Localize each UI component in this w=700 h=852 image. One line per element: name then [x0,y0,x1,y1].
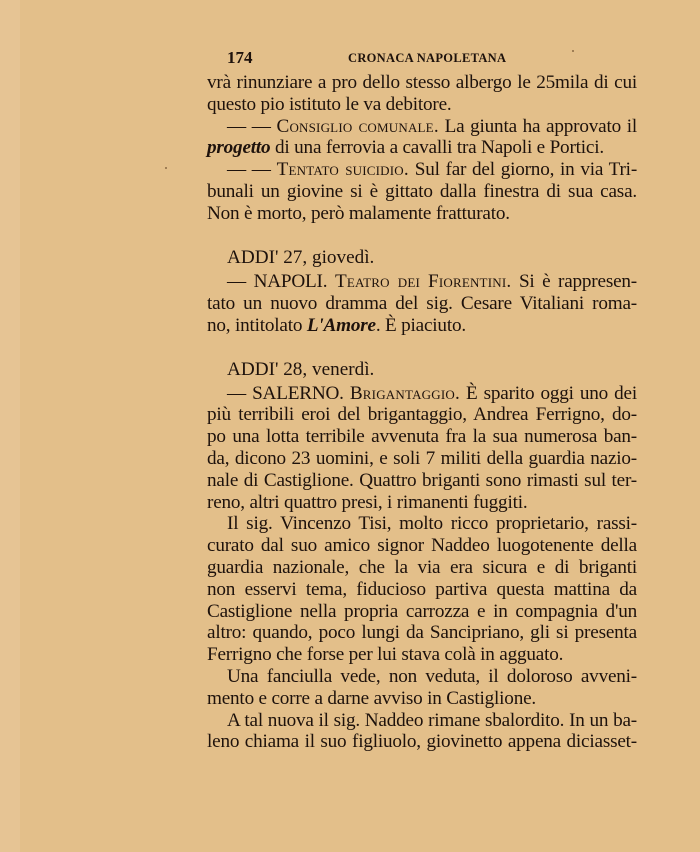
text-line: reno, altri quattro presi, i rimanenti fuggiti. [207,491,528,513]
text-line: da, dicono 23 uomini, e soli 7 militi della guardia nazio- [207,447,637,469]
text-line: vrà rinunziare a pro dello stesso albergo le 25mila di cui [207,72,637,93]
running-head [207,44,637,72]
text-line: leno chiama il suo figliuolo, giovinetto appena diciasset- [207,731,637,753]
text-span: di una ferrovia a cavalli tra Napoli e Portici. [275,137,604,159]
text-line: più terribili eroi del brigantaggio, Andrea Ferrigno, do- [207,404,637,426]
text-line: non esservi tema, fiducioso partiva questa mattina da [207,578,637,600]
text-line: questo pio istituto le va debitore. [207,93,452,115]
text-span: . È piaciuto. [375,314,466,336]
item-heading: Consiglio comunale. [276,115,439,137]
text-span: Sul far del giorno, in via Tri- [414,159,638,181]
paragraph-continuation [207,72,637,116]
text-line: Non è morto, però malamente fratturato. [207,202,510,224]
text-line: Una fanciulla vede, non veduta, il doloroso avveni- [227,665,637,687]
text-line [207,315,637,337]
text-line: tato un nuovo dramma del sig. Cesare Vitaliani roma- [207,293,637,315]
place-name: NAPOLI. [253,271,328,293]
text-line: A tal nuova il sig. Naddeo rimane sbalordito. In un ba- [227,709,637,731]
text-line: nale di Castiglione. Quattro briganti sono rimasti sul ter- [207,469,637,491]
news-item-tentato-suicidio [207,159,637,224]
text-line [207,383,637,405]
text-line: mento e corre a darne avviso in Castiglione. [207,687,537,709]
item-heading: Brigantaggio. [349,382,460,404]
item-heading: Tentato suicidio. [276,159,409,181]
text-span: La giunta ha approvato il [444,115,637,137]
text-line [207,137,637,159]
text-line: bunali un giovine si è gittato dalla finestra di sua casa. [207,180,637,202]
text-line: Castiglione nella propria carrozza e in compagnia d'un [207,600,637,622]
em-dash: — [227,271,246,293]
dateline-27: ADDI' 27, giovedì. [227,246,375,268]
text-line [207,271,637,293]
page-number: 174 [227,48,253,67]
news-item-teatro-fiorentini [207,271,637,336]
text-line: Il sig. Vincenzo Tisi, molto ricco proprietario, rassi- [227,513,637,535]
em-dash: — — [227,159,271,181]
dateline-28: ADDI' 28, venerdì. [227,358,375,380]
paragraph-naddeo [207,710,637,754]
em-dash: — — [227,115,271,137]
news-item-brigantaggio [207,383,637,514]
page-margin-strip [0,0,20,852]
text-line: Ferrigno che forse per lui stava colà in agguato. [207,644,564,666]
text-span: È sparito oggi uno dei [466,382,637,404]
text-span: no, intitolato [207,314,303,336]
text-line [207,116,637,138]
text-line: po una lotta terribile avvenuta fra la sua numerosa ban- [207,426,637,448]
text-line: guardia nazionale, che la via era sicura e di briganti [207,556,637,578]
paragraph-fanciulla [207,666,637,710]
text-line: altro: quando, poco lungi da Sancipriano, gli si presenta [207,622,637,644]
item-heading: Teatro dei Fiorentini. [334,271,512,293]
running-head-title: CRONACA NAPOLETANA [348,51,507,65]
place-name: SALERNO. [252,382,344,404]
book-page [207,44,637,753]
text-span: Si è rappresen- [518,271,637,293]
italic-term: progetto [207,137,271,159]
text-line [207,159,637,181]
em-dash: — [227,382,246,404]
paragraph-tisi [207,513,637,666]
news-item-consiglio-comunale [207,116,637,160]
text-line: curato dal suo amico signor Naddeo luogotenente della [207,535,637,557]
play-title: L'Amore [306,314,376,336]
paper-speck [165,167,167,169]
